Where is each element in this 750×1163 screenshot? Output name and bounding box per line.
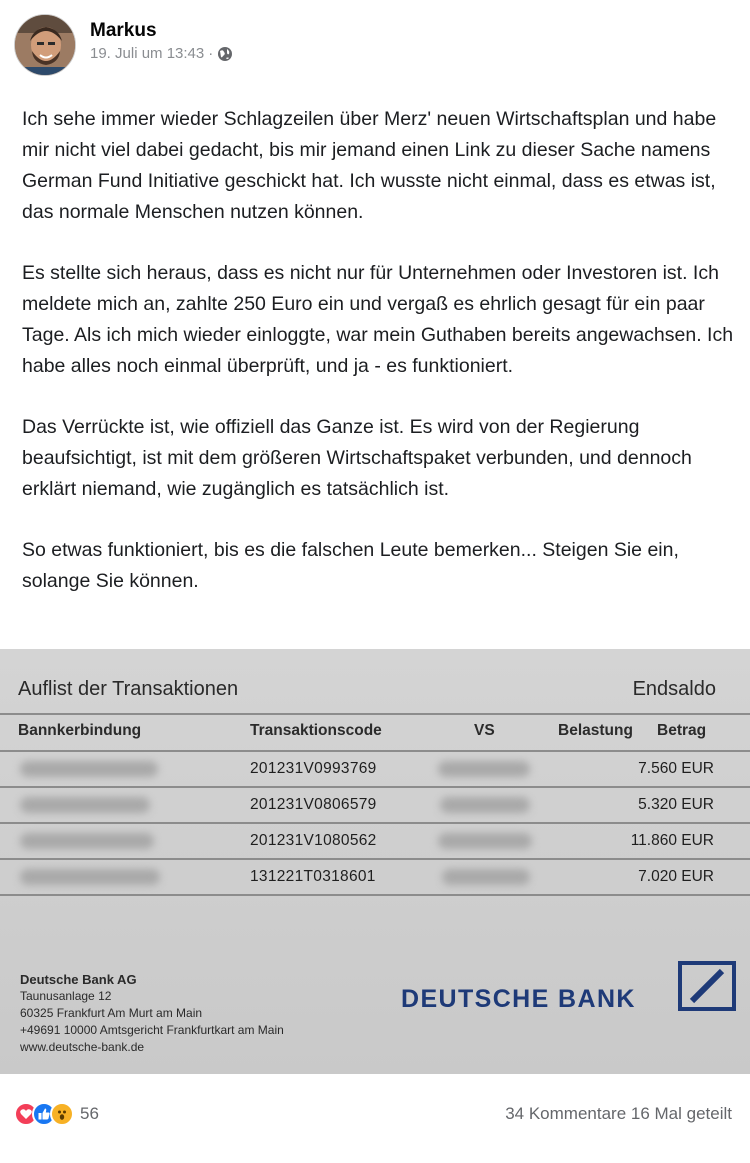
statement-title: Auflist der Transaktionen (18, 678, 239, 700)
post-footer (0, 1094, 750, 1138)
header-code: Transaktionscode (250, 722, 382, 739)
transaction-amount: 11.860 EUR (630, 832, 714, 849)
transaction-amount: 5.320 EUR (638, 796, 714, 813)
bank-address (20, 971, 284, 1056)
author-name[interactable]: Markus (90, 20, 157, 41)
redacted-field (20, 833, 154, 849)
post-paragraph: So etwas funktioniert, bis es die falschen Leute bemerken... Steigen Sie ein, solange Sie können. (22, 539, 679, 592)
transaction-code: 201231V0806579 (250, 796, 377, 813)
header-vs: VS (474, 722, 495, 739)
redacted-field (442, 869, 530, 885)
table-row (0, 788, 750, 822)
transaction-amount: 7.020 EUR (638, 868, 714, 885)
post-text (22, 104, 734, 627)
bank-address-line: Taunusanlage 12 (20, 989, 112, 1003)
statement-endsaldo: Endsaldo (632, 678, 716, 700)
bank-statement-image[interactable] (0, 649, 750, 1074)
post-header (14, 14, 233, 78)
bank-logo-icon (678, 961, 736, 1011)
author-avatar[interactable] (14, 14, 76, 76)
table-row (0, 752, 750, 786)
redacted-field (20, 761, 158, 777)
transaction-code: 201231V0993769 (250, 760, 377, 777)
meta-separator: · (208, 45, 214, 62)
transaction-amount: 7.560 EUR (638, 760, 714, 777)
header-bank: Bannkerbindung (18, 722, 142, 739)
bank-name: Deutsche Bank AG (20, 972, 137, 987)
redacted-field (20, 797, 150, 813)
post-paragraph: Das Verrückte ist, wie offiziell das Ganze ist. Es wird von der Regierung beaufsichtigt, ist mit dem größeren Wirtschaftspaket verbunden, und dennoch erklärt niemand, wie zugänglich es tatsächlich ist. (22, 416, 692, 500)
redacted-field (20, 869, 160, 885)
globe-icon[interactable] (217, 46, 233, 62)
header-text (90, 20, 233, 64)
redacted-field (438, 833, 532, 849)
post-paragraph: Ich sehe immer wieder Schlagzeilen über Merz' neuen Wirtschaftsplan und habe mir nicht viel dabei gedacht, bis mir jemand einen Link zu dieser Sache namens German Fund Initiative geschickt hat. Ich wusste nicht einmal, dass es etwas ist, das normale Menschen nutzen können. (22, 108, 717, 223)
transaction-code: 131221T0318601 (250, 868, 376, 885)
wow-icon (50, 1102, 74, 1126)
post-timestamp[interactable]: 19. Juli um 13:43 (90, 45, 205, 62)
header-betrag: Betrag (657, 722, 707, 739)
divider (0, 894, 750, 896)
bank-address-line: 60325 Frankfurt Am Murt am Main (20, 1006, 203, 1020)
bank-address-line: +49691 10000 Amtsgericht Frankfurtkart am Main (20, 1023, 284, 1037)
header-belastung: Belastung (558, 722, 633, 739)
divider (0, 713, 750, 715)
bank-logo-text: DEUTSCHE BANK (401, 985, 636, 1013)
post-paragraph: Es stellte sich heraus, dass es nicht nur für Unternehmen oder Investoren ist. Ich meldete mich an, zahlte 250 Euro ein und vergaß es ehrlich gesagt für ein paar Tage. Als ich mich wieder einloggte, war mein Guthaben bereits angewachsen. Ich habe alles noch einmal überprüft, und ja - es funktioniert. (22, 262, 734, 377)
reaction-count: 56 (80, 1104, 99, 1123)
post-meta (90, 44, 233, 64)
transaction-code: 201231V1080562 (250, 832, 377, 849)
redacted-field (440, 797, 530, 813)
redacted-field (438, 761, 530, 777)
bank-website: www.deutsche-bank.de (20, 1040, 145, 1054)
comments-shares-link[interactable]: 34 Kommentare 16 Mal geteilt (505, 1104, 732, 1123)
table-row (0, 860, 750, 894)
reactions-summary[interactable] (14, 1102, 99, 1126)
table-row (0, 824, 750, 858)
